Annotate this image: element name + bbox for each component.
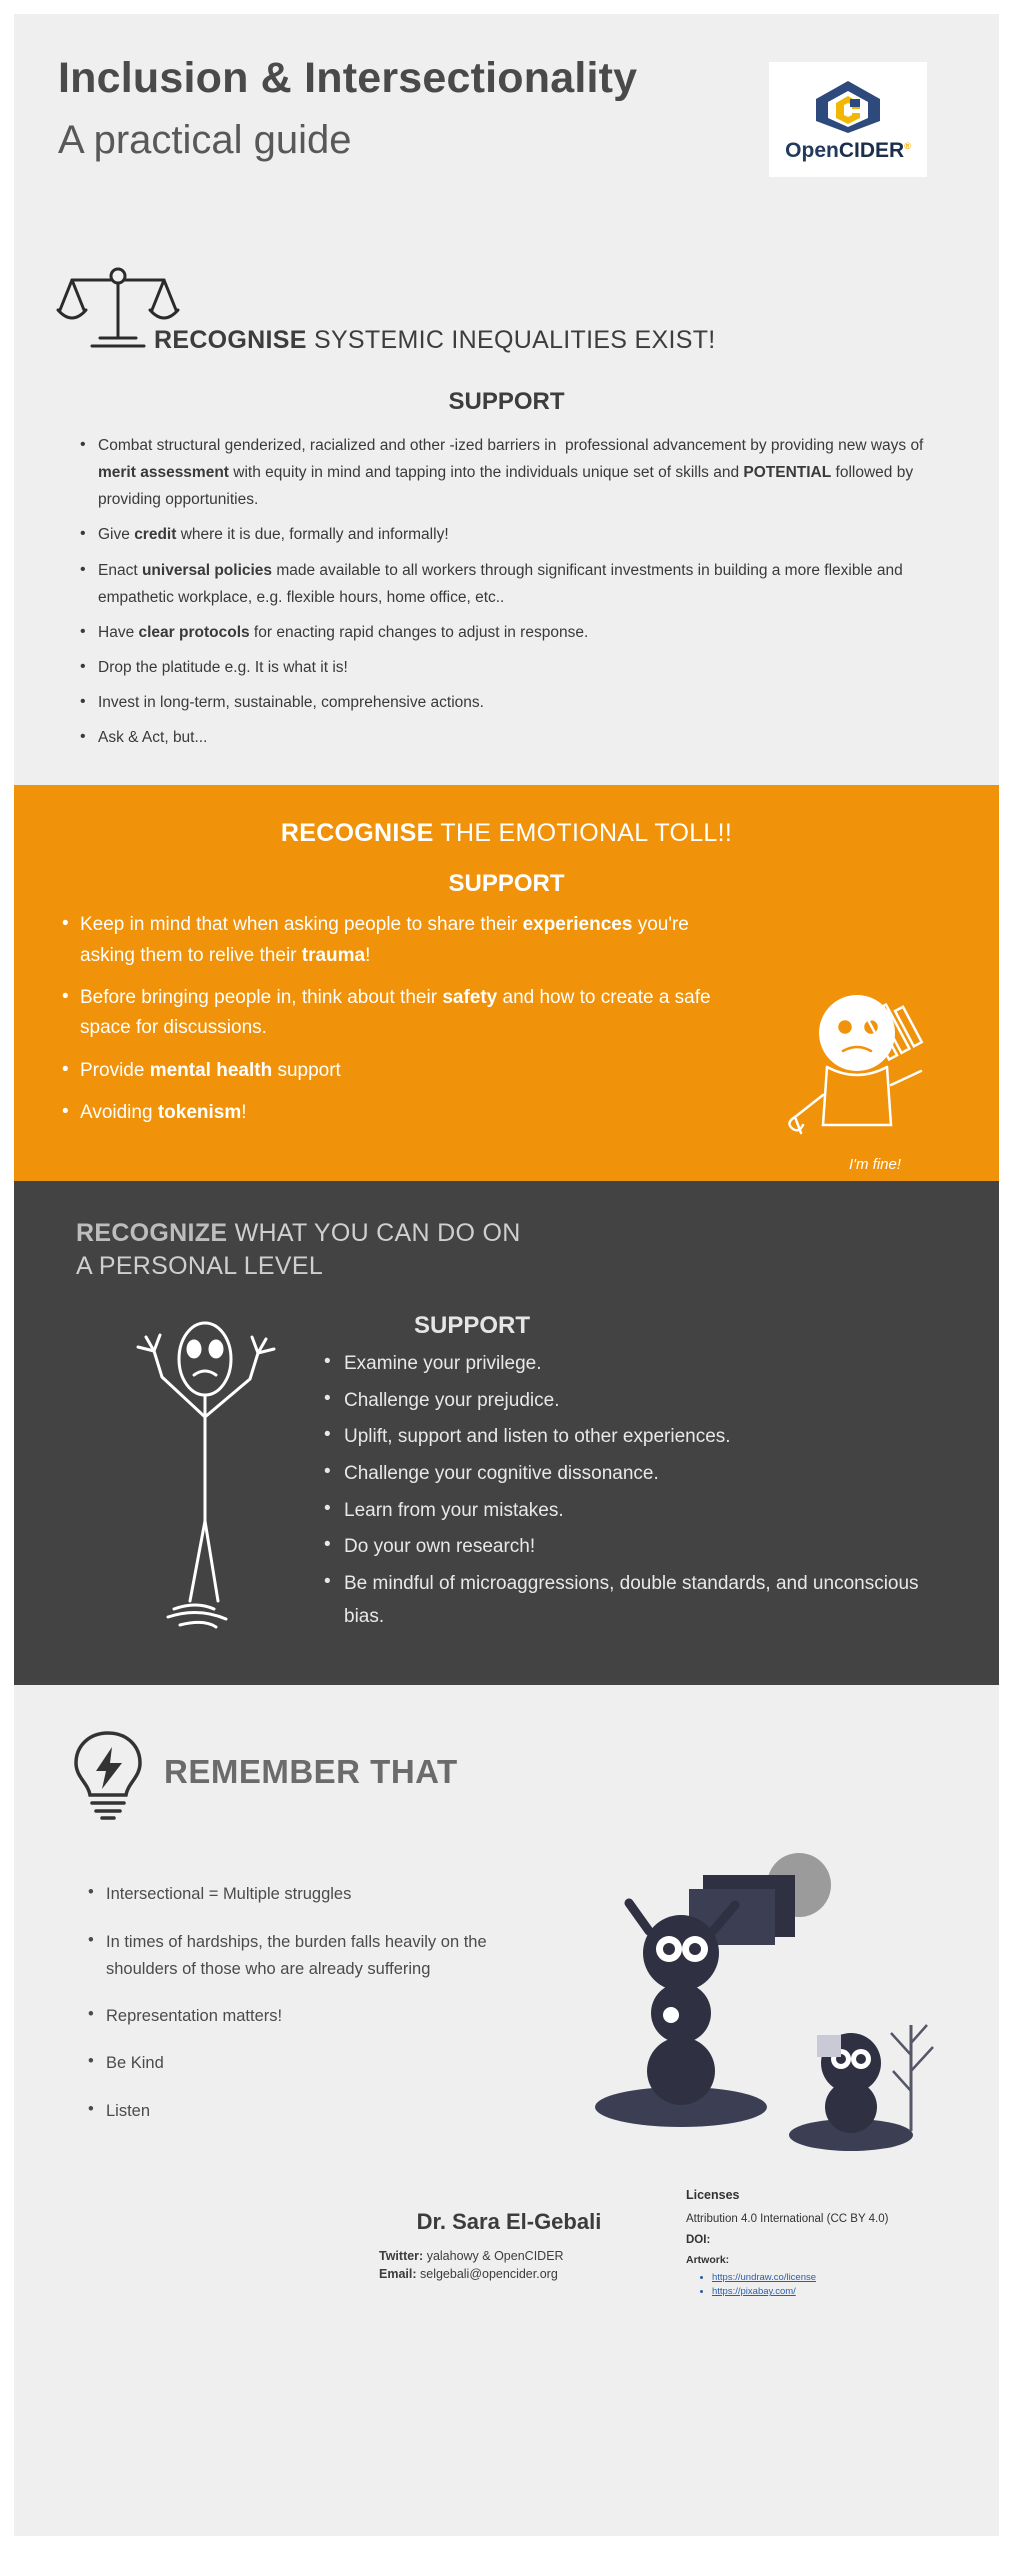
licenses-title: Licenses	[686, 2187, 740, 2202]
poster-inner	[14, 14, 999, 2536]
author-name: Dr. Sara El-Gebali	[416, 2209, 602, 2235]
list-item: • Enact universal policies made available to all workers through significant investments in building a more flexible and empathetic workplace, e.g. flexible hours, home office, etc..	[80, 557, 935, 611]
section3-support-label: SUPPORT	[414, 1312, 531, 1340]
section4-bullet-list	[14, 1881, 558, 2124]
list-item: • Have clear protocols for enacting rapid changes to adjust in response.	[80, 619, 935, 646]
section-personal-level	[14, 1181, 999, 1686]
footer	[14, 2135, 999, 2325]
bulb-row	[14, 1721, 999, 1831]
section1-support-label: SUPPORT	[448, 388, 565, 415]
section-emotional-toll	[14, 785, 999, 1180]
artwork-link[interactable]: https://undraw.co/license	[712, 2271, 817, 2283]
list-item: • Invest in long-term, sustainable, comprehensive actions.	[80, 689, 935, 716]
email-value: selgebali@opencider.org	[416, 2267, 558, 2282]
licenses-block	[686, 2186, 986, 2300]
doi-label: DOI:	[686, 2233, 711, 2246]
list-item: • Drop the platitude e.g. It is what it is!	[80, 654, 935, 681]
opencider-mark-icon	[806, 77, 890, 137]
list-item: • Be Kind	[88, 2050, 558, 2077]
scale-row	[14, 262, 999, 372]
list-item: • Combat structural genderized, racialized and other -ized barriers in professional advancement by providing new ways of merit assessment with equity in mind and tapping into the individuals unique set of skills and POTENTIAL followed by providing opportunities.	[80, 432, 935, 513]
section3-heading: RECOGNIZE WHAT YOU CAN DO ON A PERSONAL LEVEL	[76, 1218, 521, 1281]
list-item: • Do your own research!	[324, 1531, 939, 1564]
list-item: • Keep in mind that when asking people to share their experiences you're asking them to relive their trauma!	[62, 910, 749, 971]
twitter-label: Twitter:	[379, 2249, 424, 2264]
section-systemic-inequalities	[14, 262, 999, 785]
section2-heading-bold: RECOGNISE	[280, 819, 434, 848]
section1-heading	[154, 326, 716, 355]
list-item: • In times of hardships, the burden falls heavily on the shoulders of those who are already suffering	[88, 1929, 558, 1983]
artwork-link[interactable]: https://pixabay.com/	[712, 2286, 796, 2298]
list-item: • Be mindful of microaggressions, double standards, and unconscious bias.	[324, 1568, 939, 1633]
section-remember-that	[14, 1685, 999, 2325]
list-item: • Provide mental health support	[62, 1056, 749, 1086]
logo-open: Open	[785, 138, 839, 162]
header	[14, 14, 999, 262]
twitter-value: yalahowy & OpenCIDER	[423, 2249, 564, 2264]
list-item: • Ask & Act, but...	[80, 724, 935, 751]
section4-heading: REMEMBER THAT	[164, 1753, 458, 1791]
author-contact	[359, 2247, 659, 2283]
opencider-logo	[769, 62, 927, 177]
list-item: • Listen	[88, 2098, 558, 2125]
section3-heading-bold: RECOGNIZE	[76, 1218, 228, 1247]
logo-cider: CIDER	[838, 138, 905, 162]
page-title: Inclusion & Intersectionality	[58, 54, 638, 102]
list-item: • Give credit where it is due, formally and informally!	[80, 521, 935, 548]
page-subtitle: A practical guide	[58, 118, 352, 163]
license-text: Attribution 4.0 International (CC BY 4.0)	[686, 2212, 889, 2225]
list-item: • Before bringing people in, think about their safety and how to create a safe space for discussions.	[62, 983, 749, 1044]
section1-bullet-list	[14, 432, 999, 751]
section2-support-label: SUPPORT	[448, 870, 565, 898]
author-block	[359, 2209, 659, 2283]
stick-figure-icon	[110, 1301, 300, 1641]
list-item: • Challenge your prejudice.	[324, 1385, 939, 1418]
section2-heading	[14, 819, 999, 848]
section1-heading-rest: SYSTEMIC INEQUALITIES EXIST!	[306, 326, 716, 354]
section2-art-caption: I'm fine!	[848, 1155, 901, 1173]
section1-heading-bold: RECOGNISE	[154, 326, 307, 354]
lightbulb-icon	[60, 1721, 156, 1825]
artwork-links	[686, 2271, 986, 2300]
list-item: • Challenge your cognitive dissonance.	[324, 1458, 939, 1491]
list-item: • Learn from your mistakes.	[324, 1495, 939, 1528]
list-item: • Intersectional = Multiple struggles	[88, 1881, 558, 1908]
artwork-label: Artwork:	[686, 2254, 730, 2267]
list-item: • Uplift, support and listen to other experiences.	[324, 1421, 939, 1454]
people-illustration	[499, 1845, 959, 2175]
opencider-logo-text: OpenCIDER®	[785, 138, 911, 162]
list-item: • Examine your privilege.	[324, 1348, 939, 1381]
list-item[interactable]	[712, 2271, 986, 2285]
email-label: Email:	[379, 2267, 417, 2282]
stressed-person-thumbsup-icon	[765, 975, 965, 1175]
list-item: • Representation matters!	[88, 2003, 558, 2030]
section2-heading-rest: THE EMOTIONAL TOLL!!	[433, 819, 733, 848]
list-item: • Avoiding tokenism!	[62, 1098, 749, 1128]
list-item[interactable]	[712, 2285, 986, 2299]
